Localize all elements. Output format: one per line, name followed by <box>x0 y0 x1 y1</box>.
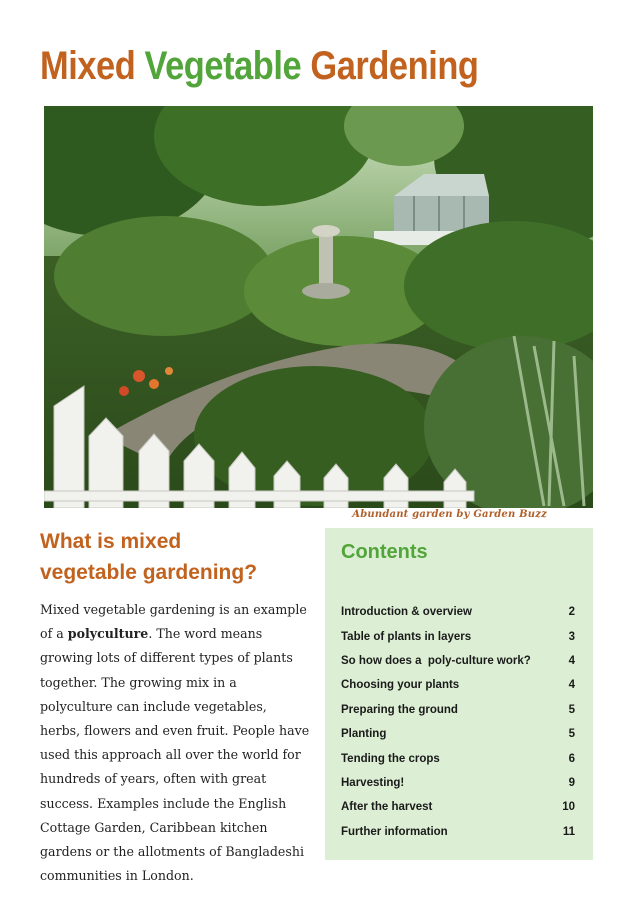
contents-item[interactable] <box>341 624 575 648</box>
garden-photo <box>44 106 593 508</box>
contents-item-page: 4 <box>568 679 575 692</box>
contents-item-page: 9 <box>568 776 575 789</box>
contents-item-label: So how does a poly-culture work? <box>341 654 531 667</box>
contents-item-page: 2 <box>568 606 575 619</box>
page-title <box>40 36 479 96</box>
contents-item[interactable] <box>341 746 575 770</box>
contents-item-label: Preparing the ground <box>341 703 458 716</box>
intro-heading-line2: vegetable gardening? <box>40 561 258 584</box>
contents-item-page: 5 <box>568 728 575 741</box>
intro-heading-line1: What is mixed <box>40 530 182 553</box>
garden-illustration <box>44 106 593 508</box>
contents-item[interactable] <box>341 673 575 697</box>
title-word-mixed: Mixed <box>40 44 136 88</box>
contents-heading: Contents <box>341 541 428 563</box>
contents-item-page: 5 <box>568 703 575 716</box>
contents-item-page: 4 <box>568 654 575 667</box>
contents-item-label: Introduction & overview <box>341 606 472 619</box>
contents-item[interactable] <box>341 649 575 673</box>
contents-box <box>325 528 593 860</box>
contents-item-label: After the harvest <box>341 801 433 814</box>
contents-item-label: Tending the crops <box>341 752 440 765</box>
intro-heading <box>40 526 330 588</box>
contents-item[interactable] <box>341 698 575 722</box>
contents-item-label: Table of plants in layers <box>341 630 472 643</box>
contents-item-label: Further information <box>341 825 448 838</box>
contents-item-page: 10 <box>562 801 575 814</box>
contents-item[interactable] <box>341 600 575 624</box>
photo-caption: Abundant garden by Garden Buzz <box>352 509 547 520</box>
contents-item-page: 6 <box>568 752 575 765</box>
contents-item[interactable] <box>341 771 575 795</box>
contents-item-page: 3 <box>568 630 575 643</box>
intro-text-start: Mixed vegetable gardening is an example of a <box>40 602 307 642</box>
contents-item-label: Choosing your plants <box>341 679 460 692</box>
contents-item[interactable] <box>341 820 575 844</box>
intro-text-end: . The word means growing lots of different types of plants together. The growing mix in a polyculture can include vegetables, herbs, flowers and even fruit. People have used this approach all over the world for hundreds of years, often with great success. Examples include the English Cottage Garden, Caribbean kitchen gardens or the allotments of Bangladeshi communities in London. <box>40 626 310 884</box>
contents-item[interactable] <box>341 722 575 746</box>
contents-item[interactable] <box>341 795 575 819</box>
title-word-gardening: Gardening <box>310 44 479 88</box>
contents-item-page: 11 <box>562 825 575 838</box>
contents-item-label: Harvesting! <box>341 776 405 789</box>
intro-bold-term: polyculture <box>67 626 149 642</box>
intro-paragraph <box>40 598 310 888</box>
contents-list <box>341 600 575 844</box>
title-word-vegetable: Vegetable <box>144 44 302 88</box>
contents-item-label: Planting <box>341 728 387 741</box>
